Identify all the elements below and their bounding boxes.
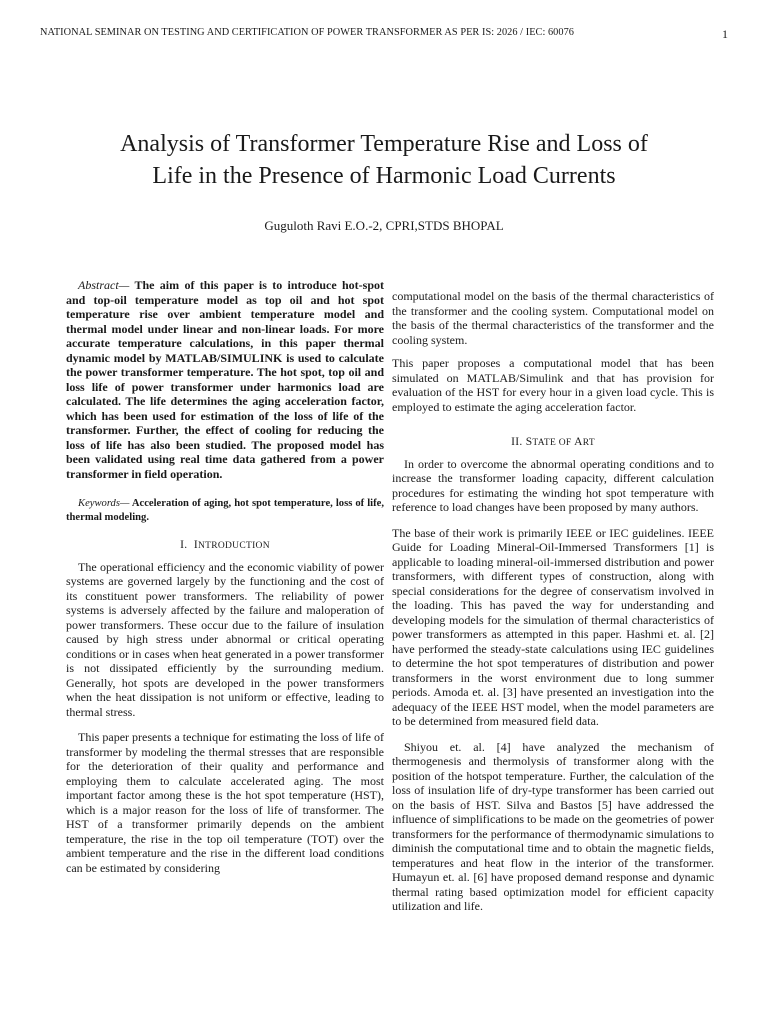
intro-paragraph-2: This paper presents a technique for estimating the loss of life of transformer by modeling the thermal stresses that are responsible for the deterioration of their quality and performance and employing them to calculate accelerated aging. The most important factor among these is the hot spot temperature (HST), which is a major reason for the loss of life of transformer. The HST of a transformer primarily depends on the ambient temperature, the rise in the top oil temperature (TOT) over the ambient temperature and the rise in the different load conditions can be estimated by considering bbox=[66, 730, 384, 875]
abstract bbox=[66, 278, 384, 481]
section-heading-state-of-art: II. STATE OF ART bbox=[511, 436, 595, 448]
right-paragraph-2: This paper proposes a computational model that has been simulated on MATLAB/Simulink and that has provision for evaluation of the HST for every hour in a given load cycle. This is employed to estimate the aging acceleration factor. bbox=[392, 356, 714, 414]
keywords-text: Acceleration of aging, hot spot temperature, loss of life, thermal modeling. bbox=[66, 498, 384, 523]
right-paragraph-1: computational model on the basis of the thermal characteristics of the transformer and the cooling system. Computational model on the basis of the thermal characteristics of the transformer and the cooling system. bbox=[392, 289, 714, 347]
running-title: NATIONAL SEMINAR ON TESTING AND CERTIFICATION OF POWER TRANSFORMER AS PER IS: 2026 / IEC: 60076 bbox=[40, 27, 574, 38]
author-line: Guguloth Ravi E.O.-2, CPRI,STDS BHOPAL bbox=[264, 218, 504, 233]
left-column bbox=[66, 278, 384, 875]
paper-title bbox=[60, 128, 708, 192]
paper-title-line-2: Life in the Presence of Harmonic Load Currents bbox=[152, 163, 616, 189]
section-heading-introduction: I. INTRODUCTION bbox=[180, 539, 270, 551]
page-number: 1 bbox=[721, 27, 728, 41]
state-paragraph-1: In order to overcome the abnormal operating conditions and to increase the transformer loading capacity, different calculation procedures for estimating the winding hot spot temperature with reference to load changes have been proposed by many authors. bbox=[392, 456, 714, 514]
keywords bbox=[66, 497, 384, 525]
keywords-label: Keywords— bbox=[78, 498, 130, 509]
abstract-text: The aim of this paper is to introduce hot-spot and top-oil temperature model as top oil and hot spot temperature rise over ambient temperature model and thermal model under linear and non-linear loads. For more accurate temperature calculations, in this paper thermal dynamic model by MATLAB/SIMULINK is used to calculate the power transformer temperature. The hot spot, top oil and loss life of power transformer under harmonics load are calculated. The life determines the aging acceleration factor, which has been used for estimation of the loss of life of the transformer. Further, the effect of cooling for reducing the loss of life has also been studied. The proposed model has been validated using real time data gathered from a power transformer in field operation. bbox=[66, 278, 384, 481]
abstract-label: Abstract— bbox=[78, 278, 130, 292]
intro-paragraph-1: The operational efficiency and the economic viability of power systems are governed largely by the functioning and the cost of its constituent power transformers. The reliability of power systems is adversely affected by the failure and maloperation of power transformers. These occur due to the failure of insulation caused by high stress under abnormal or critical operating conditions or in cases when heat generated in a power transformer is not dissipated efficiently by the surrounding medium. Generally, hot spots are developed in the power transformers when the heat dissipation is not uniform or effective, leading to thermal stress. bbox=[66, 559, 384, 719]
right-column bbox=[392, 289, 714, 914]
paper-title-line-1: Analysis of Transformer Temperature Rise and Loss of bbox=[120, 131, 648, 157]
running-header bbox=[40, 27, 728, 41]
state-paragraph-3: Shiyou et. al. [4] have analyzed the mechanism of thermogenesis and thermolysis of transformer along with the position of the hotspot temperature. Further, the calculation of the loss of insulation life of dry-type transformer has been carried out on the basis of HST. Silva and Bastos [5] have addressed the influence of simplifications to be made on the geometries of power transformers for the performance of thermodynamic simulations to diminish the computational time and to obtain the magnetic fields, temperatures and heat flow in the interior of the transformer. Humayun et. al. [6] have proposed demand response and dynamic thermal rating based optimization model for efficient capacity utilization and life. bbox=[392, 739, 714, 913]
state-paragraph-2: The base of their work is primarily IEEE or IEC guidelines. IEEE Guide for Loading Mineral-Oil-Immersed Transformers [1] is applicable to loading mineral-oil-immersed distribution and power transformers, with different types of construction, along with special considerations for the degree of conservatism involved in the loading. This has paved the way for understanding and developing models for the simulation of thermal characteristics of power transformers as attempted in this paper. Hashmi et. al. [2] have performed the steady-state calculations using IEC guidelines to determine the hot spot temperatures of distribution and power transformers in the worst environment due to long summer periods. Amoda et. al. [3] have presented an investigation into the adequacy of the IEEE HST model, when the model parameters are to be determined from measured field data. bbox=[392, 525, 714, 728]
